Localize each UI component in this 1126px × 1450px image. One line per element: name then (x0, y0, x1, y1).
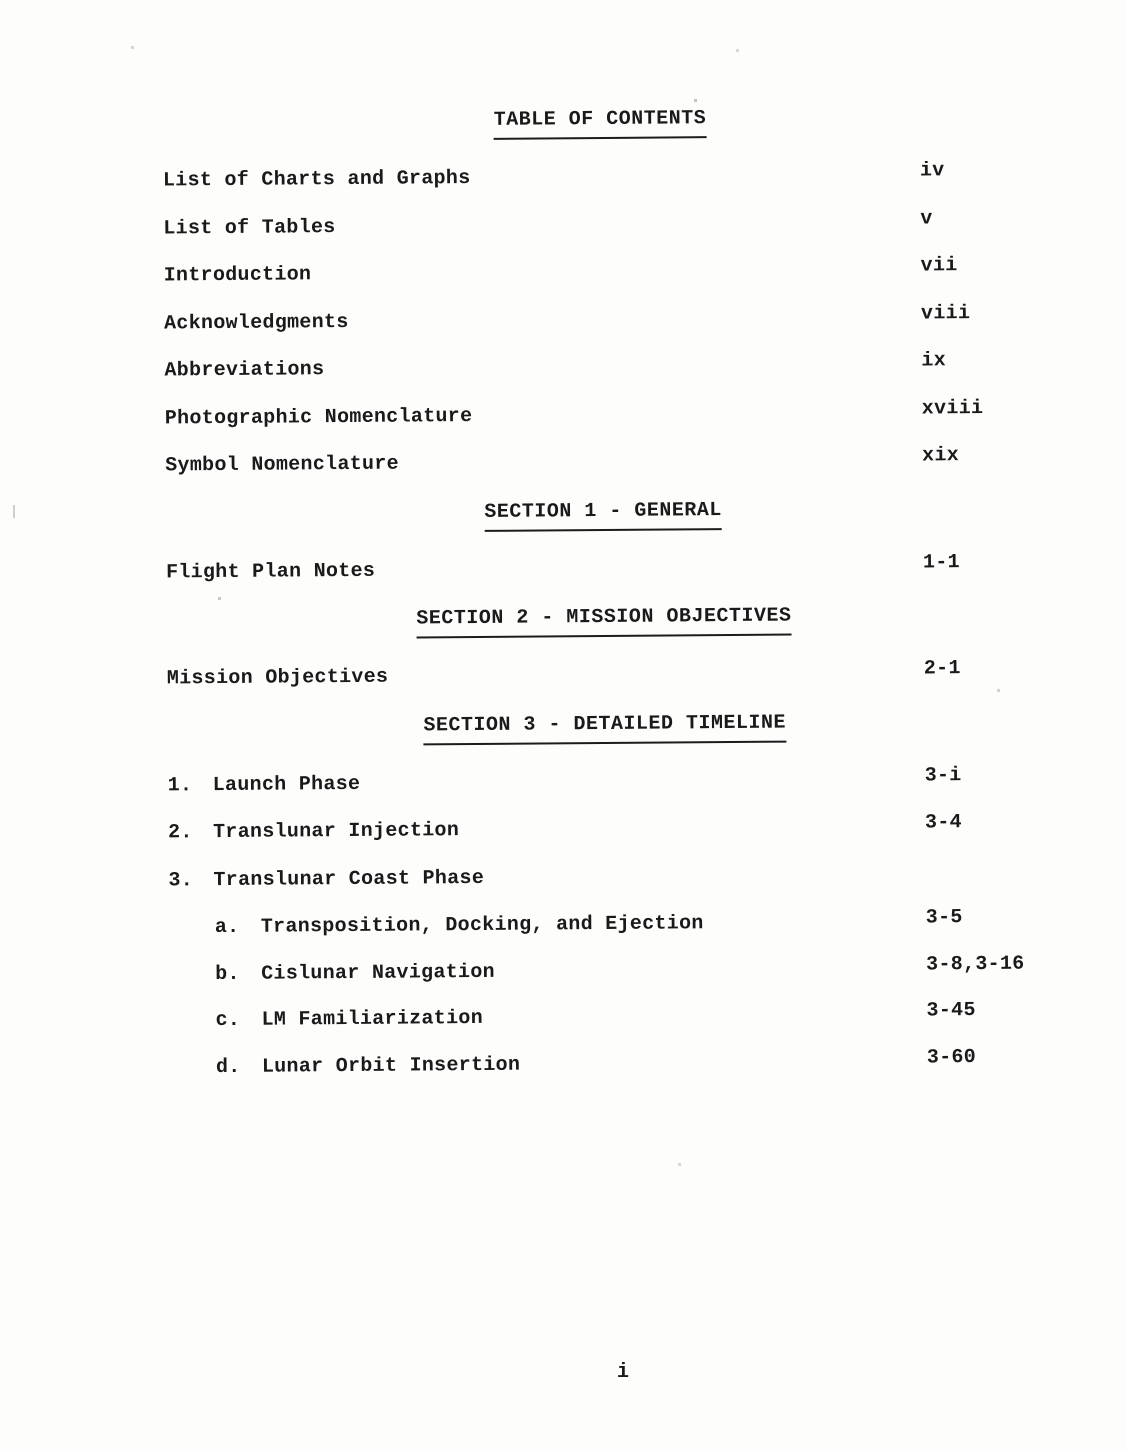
toc-entry-page: iv (919, 159, 945, 183)
section-heading-text: SECTION 2 - MISSION OBJECTIVES (416, 603, 791, 639)
toc-entry (163, 301, 1039, 337)
toc-entry-page: ix (921, 349, 947, 373)
toc-entry-label-text: Cislunar Navigation (261, 960, 496, 986)
toc-subentry (169, 906, 1044, 942)
entry-letter: b. (215, 962, 240, 986)
scan-artifact (678, 1163, 681, 1166)
page-title-text: TABLE OF CONTENTS (494, 105, 707, 140)
scan-artifact (13, 505, 15, 518)
toc-subentry (169, 999, 1044, 1035)
toc-entry-label-text: Launch Phase (212, 772, 361, 797)
scan-artifact (694, 99, 697, 102)
toc-entry-label: Introduction (163, 263, 312, 288)
toc-entry-label-text: Translunar Injection (212, 819, 460, 845)
toc-entry-page: vii (920, 254, 958, 278)
toc-entry-label: Abbreviations (164, 358, 325, 383)
toc-entry-label (168, 862, 925, 894)
toc-entry-label (169, 1002, 926, 1034)
scan-artifact (131, 46, 134, 49)
toc-entry-label-text: Translunar Coast Phase (213, 866, 485, 892)
toc-entry-label: Photographic Nomenclature (164, 404, 473, 430)
toc-entry (165, 444, 1040, 480)
toc-entry-label (169, 956, 926, 988)
toc-entry-page: 3-45 (926, 999, 976, 1023)
toc-entry-page: 2-1 (923, 657, 961, 681)
toc-subentry (169, 952, 1044, 988)
toc-entry-label: Mission Objectives (166, 665, 389, 691)
section-heading-text: SECTION 3 - DETAILED TIMELINE (423, 709, 786, 745)
toc-subentry (170, 1045, 1045, 1081)
toc-entry-label: List of Tables (163, 215, 336, 240)
toc-entry-page: 3-4 (924, 811, 963, 835)
page-footer-number: i (616, 1361, 630, 1384)
toc-entry-page: xviii (921, 396, 984, 420)
section-heading-general (165, 494, 1040, 534)
toc-entry (164, 396, 1040, 432)
toc-entry-label-text: Transposition, Docking, and Ejection (260, 912, 704, 939)
toc-entry-page: 3-5 (925, 906, 963, 930)
toc-entry-label (169, 909, 926, 941)
toc-entry-page: 3-8,3-16 (926, 952, 1025, 976)
toc-entry (167, 763, 1043, 799)
entry-letter: a. (214, 915, 240, 940)
section-heading-text: SECTION 1 - GENERAL (484, 497, 722, 532)
toc-entry-page: 3-i (924, 763, 962, 787)
toc-entry-page: v (920, 206, 933, 230)
toc-entry (167, 811, 1043, 847)
toc-entry-page: viii (920, 301, 971, 325)
section-detailed-timeline-list (167, 763, 1045, 1081)
toc-entry-label (168, 814, 925, 846)
toc-entry (162, 159, 1038, 195)
scan-artifact (218, 597, 221, 600)
toc-entry-label-text: LM Familiarization (261, 1006, 484, 1032)
toc-content (162, 0, 1046, 1101)
toc-entry (165, 550, 1041, 586)
toc-entry-label (170, 1049, 927, 1081)
toc-entry-label: List of Charts and Graphs (162, 167, 471, 193)
toc-entry (164, 349, 1039, 385)
toc-entry-page: xix (922, 444, 960, 468)
toc-entry-label: Symbol Nomenclature (165, 452, 400, 478)
entry-letter: d. (215, 1055, 241, 1079)
toc-entry-label: Flight Plan Notes (165, 559, 376, 584)
page-title (162, 103, 1037, 143)
toc-entry-page: 3-60 (926, 1045, 977, 1069)
toc-entry-page (925, 857, 1043, 884)
section-heading-mission-objectives (166, 601, 1041, 641)
entry-number: 2. (167, 821, 193, 845)
toc-entry (163, 254, 1039, 290)
section-heading-detailed-timeline (167, 707, 1042, 747)
entry-number: 3. (168, 868, 194, 892)
entry-letter: c. (215, 1008, 241, 1033)
entry-number: 1. (167, 773, 193, 797)
toc-entry (166, 657, 1042, 693)
section-general-list (165, 550, 1041, 586)
toc-entry-page: 1-1 (922, 550, 960, 574)
scan-artifact (997, 689, 1000, 692)
front-matter-list (162, 159, 1040, 480)
section-mission-objectives-list (166, 657, 1042, 693)
toc-entry-label (168, 767, 925, 799)
scan-artifact (736, 49, 739, 52)
toc-entry (163, 206, 1038, 242)
toc-entry (168, 861, 1043, 894)
toc-entry-label: Acknowledgments (163, 310, 349, 335)
toc-entry-label-text: Lunar Orbit Insertion (261, 1053, 521, 1079)
